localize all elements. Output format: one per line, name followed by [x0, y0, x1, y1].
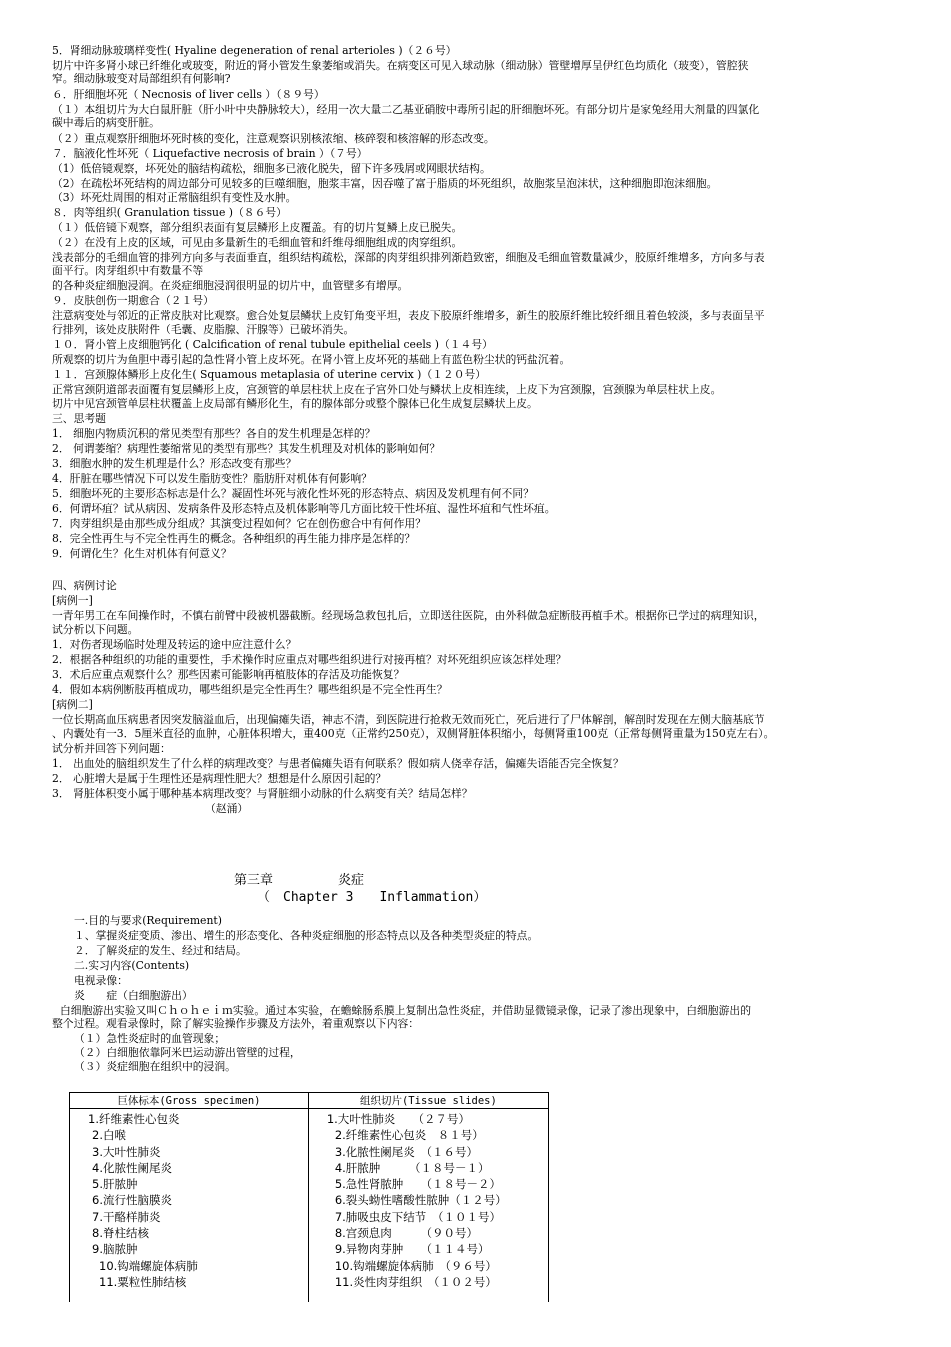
gross-specimen-item: 6.流行性脑膜炎: [92, 1193, 172, 1208]
text-line: 2． 心脏增大是属于生理性还是病理性肥大？想想是什么原因引起的？: [52, 773, 387, 785]
text-line: 电视录像：: [74, 975, 128, 987]
text-line: 6．何谓坏疽？试从病因、发病条件及形态特点及机体影响等几方面比较干性坏疽、湿性坏疽和气性坏疽。: [52, 503, 556, 515]
text-line: 9．何谓化生？化生对机体有何意义？: [52, 548, 232, 560]
table-body-row: [70, 1109, 549, 1303]
text-line: 2． 何谓萎缩？病理性萎缩常见的类型有那些？其发生机理及对机体的影响如何？: [52, 443, 441, 455]
gross-specimen-header: 巨体标本(Gross specimen): [70, 1093, 309, 1109]
text-line: 1． 细胞内物质沉积的常见类型有那些？各自的发生机理是怎样的？: [52, 428, 376, 440]
text-line: （２）重点观察肝细胞坏死时核的变化，注意观察识别核浓缩、核碎裂和核溶解的形态改变。: [52, 133, 495, 145]
text-line: （1）低倍镜观察，坏死处的脑结构疏松，细胞多已液化脱失，留下许多残屑或网眼状结构。: [52, 163, 491, 175]
text-line: 、内囊处有一3．5厘米直径的血肿，心脏体积增大，重400克（正常约250克），双侧肾脏体积缩小，每侧肾重100克（正常每侧肾重量为150克左右）。: [52, 728, 775, 740]
text-line: 切片中见宫颈管单层柱状覆盖上皮局部有鳞形化生，有的腺体部分或整个腺体已化生成复层鳞状上皮。: [52, 398, 538, 410]
text-line: ８．肉等组织( Granulation tissue )（８６号）: [52, 207, 287, 219]
chapter-subtitle: （ Chapter 3 Inflammation）: [257, 890, 487, 905]
text-line: （赵涌）: [205, 803, 249, 815]
table-header-row: [70, 1093, 549, 1109]
text-line: 行排列，该处皮肤附件（毛囊、皮脂腺、汗腺等）已破坏消失。: [52, 324, 355, 336]
tissue-slide-item: 6.裂头蚴性嗜酸性脓肿（１２号）: [334, 1193, 507, 1208]
gross-specimen-item: 7.干酪样肺炎: [92, 1209, 161, 1224]
tissue-slide-item: 5.急性肾脓肿 （１８号－２）: [334, 1177, 502, 1192]
tissue-slide-item: 7.肺吸虫皮下结节 （１０１号）: [334, 1209, 502, 1224]
text-line: 试分析以下问题。: [52, 624, 139, 636]
gross-specimen-column: [70, 1109, 309, 1303]
gross-specimen-item: 11.粟粒性肺结核: [99, 1274, 187, 1289]
gross-specimen-item: 2.白喉: [92, 1128, 126, 1143]
text-line: ７．脑液化性坏死（ Liquefactive necrosis of brain ）（７号）: [52, 148, 368, 160]
text-line: 所观察的切片为鱼胆中毒引起的急性肾小管上皮坏死。在肾小管上皮坏死的基础上有蓝色粉尘状的钙盐沉着。: [52, 354, 571, 366]
text-line: 5．细胞坏死的主要形态标志是什么？凝固性坏死与液化性坏死的形态特点、病因及发机理有何不同？: [52, 488, 534, 500]
text-line: 窄。细动脉玻变对局部组织有何影响?: [52, 73, 231, 85]
text-line: 三、思考题: [52, 413, 106, 425]
gross-specimen-item: 3.大叶性肺炎: [92, 1144, 161, 1159]
text-line: 试分析并回答下列问题：: [52, 743, 171, 755]
text-line: 整个过程。观看录像时，除了解实验操作步骤及方法外，着重观察以下内容：: [52, 1018, 420, 1030]
gross-specimen-item: 5.肝脓肿: [92, 1177, 138, 1192]
text-line: 1． 出血处的脑组织发生了什么样的病理改变？与患者偏瘫失语有何联系？假如病人侥幸存活，偏瘫失语能否完全恢复？: [52, 758, 624, 770]
text-line: 4．假如本病例断肢再植成功，哪些组织是完全性再生？哪些组织是不完全性再生？: [52, 684, 448, 696]
text-line: 一位长期高血压病患者因突发脑溢血后，出现偏瘫失语，神志不清，到医院进行抢救无效而死亡，死后进行了尸体解剖，解剖时发现在左侧大脑基底节: [52, 714, 765, 726]
text-line: 5．肾细动脉玻璃样变性( Hyaline degeneration of renal arterioles )（２６号）: [52, 45, 457, 57]
text-line: 一.目的与要求(Requirement): [74, 915, 222, 927]
text-line: １、掌握炎症变质、渗出、增生的形态变化、各种炎症细胞的形态特点以及各种类型炎症的特点。: [74, 930, 539, 942]
specimen-table: [69, 1092, 549, 1302]
text-line: 注意病变处与邻近的正常皮肤对比观察。愈合处复层鳞状上皮钉角变平坦，表皮下胶原纤维增多，新生的胶原纤维比较纤细且着色较淡，多与表面呈平: [52, 310, 765, 322]
text-line: （１）急性炎症时的血管现象；: [74, 1033, 226, 1045]
gross-specimen-item: 4.化脓性阑尾炎: [92, 1160, 172, 1175]
tissue-slide-item: 11.炎性肉芽组织 （１０２号）: [334, 1274, 497, 1289]
tissue-slide-item: 1.大叶性肺炎 （２７号）: [326, 1112, 471, 1126]
tissue-slide-item: 2.纤维素性心包炎 ８１号）: [334, 1128, 484, 1143]
gross-specimen-item: 9.脑脓肿: [92, 1242, 138, 1257]
gross-specimen-item: 1.纤维素性心包炎: [88, 1112, 180, 1126]
text-line: 碳中毒后的病变肝脏。: [52, 117, 160, 129]
text-line: ２．了解炎症的发生、经过和结局。: [74, 945, 247, 957]
gross-specimen-item: 10.钩端螺旋体病肺: [99, 1258, 198, 1273]
text-line: （2）在疏松坏死结构的周边部分可见较多的巨噬细胞，胞浆丰富，因吞噬了富于脂质的坏死组织，故胞浆呈泡沫状，这种细胞即泡沫细胞。: [52, 178, 718, 190]
tissue-slides-header: 组织切片(Tissue slides): [308, 1093, 548, 1109]
text-line: 4．肝脏在哪些情况下可以发生脂肪变性？脂肪肝对机体有何影响？: [52, 473, 372, 485]
text-line: （２）白细胞依靠阿米巴运动游出管壁的过程，: [74, 1047, 301, 1059]
text-line: 四、病例讨论: [52, 580, 117, 592]
text-line: （１）低倍镜下观察，部分组织表面有复层鳞形上皮覆盖。有的切片复鳞上皮已脱失。: [52, 222, 463, 234]
text-line: 正常宫颈阴道部表面覆有复层鳞形上皮，宫颈管的单层柱状上皮在子宫外口处与鳞状上皮相连续，上皮下为宫颈腺，宫颈腺为单层柱状上皮。: [52, 384, 722, 396]
text-line: 浅表部分的毛细血管的排列方向多与表面垂直，组织结构疏松，深部的肉芽组织排列渐趋致密，细胞及毛细血管数量减少，胶原纤维增多，方向多与表: [52, 252, 765, 264]
text-line: 1．对伤者现场临时处理及转运的途中应注意什么？: [52, 639, 297, 651]
tissue-slide-item: 4.肝脓肿 （１８号－１）: [334, 1160, 490, 1175]
tissue-slide-item: 8.宫颈息肉 （９０号）: [334, 1226, 479, 1241]
text-line: （3）坏死灶周围的相对正常脑组织有变性及水肿。: [52, 192, 297, 204]
text-line: （２）在没有上皮的区域，可见由多量新生的毛细血管和纤维母细胞组成的肉穿组织。: [52, 237, 463, 249]
chapter-title: 第三章 炎症: [234, 873, 365, 888]
text-line: 2．根据各种组织的功能的重要性，手术操作时应重点对哪些组织进行对接再植？对坏死组织应该怎样处理？: [52, 654, 567, 666]
text-line: （３）炎症细胞在组织中的浸润。: [74, 1061, 236, 1073]
tissue-slide-item: 3.化脓性阑尾炎 （１６号）: [334, 1144, 479, 1159]
text-line: [病例二]: [52, 699, 93, 711]
text-line: 白细胞游出实验又叫Ｃｈｏｈｅｉｍ实验。通过本实验，在蟾蜍肠系膜上复制出急性炎症，并借助显微镜录像，记录了渗出现象中，白细胞游出的: [60, 1005, 751, 1017]
text-line: 一青年男工在车间操作时，不慎右前臂中段被机器截断。经现场急救包扎后，立即送往医院，由外科做急症断肢再植手术。根据你已学过的病理知识，: [52, 610, 765, 622]
text-line: 3． 肾脏体积变小属于哪种基本病理改变？与肾脏细小动脉的什么病变有关？结局怎样？: [52, 788, 473, 800]
text-line: [病例一]: [52, 595, 93, 607]
text-line: 炎 症（白细胞游出）: [74, 990, 193, 1002]
text-line: 切片中许多肾小球已纤维化或玻变，附近的肾小管发生象萎缩或消失。在病变区可见入球动脉（细动脉）管壁增厚呈伊红色均质化（玻变），管腔狭: [52, 60, 749, 72]
text-line: １０．肾小管上皮细胞钙化 ( Calcification of renal tubule epithelial ceels )（１４号）: [52, 339, 493, 351]
text-line: 3．细胞水肿的发生机理是什么？形态改变有那些？: [52, 458, 297, 470]
text-line: 的各种炎症细胞浸润。在炎症细胞浸润很明显的切片中，血管壁多有增厚。: [52, 280, 409, 292]
text-line: （１）本组切片为大白鼠肝脏（肝小叶中央静脉较大），经用一次大量二乙基亚硝胺中毒所引起的肝细胞坏死。有部分切片是家兔经用大剂量的四氯化: [52, 104, 760, 116]
text-line: 二.实习内容(Contents): [74, 960, 190, 972]
text-line: ６．肝细胞坏死（ Necnosis of liver cells ）（８９号）: [52, 89, 325, 101]
text-line: 7．肉芽组织是由那些成分组成？其演变过程如何？它在创伤愈合中有何作用？: [52, 518, 426, 530]
tissue-slides-column: [308, 1109, 548, 1303]
text-line: １１．宫颈腺体鳞形上皮化生( Squamous metaplasia of uterine cervix )（１２０号）: [52, 369, 487, 381]
text-line: 8．完全性再生与不完全性再生的概念。各种组织的再生能力排序是怎样的？: [52, 533, 416, 545]
tissue-slide-item: 10.钩端螺旋体病肺 （９６号）: [334, 1258, 497, 1273]
text-line: 3．术后应重点观察什么？那些因素可能影响再植肢体的存活及功能恢复？: [52, 669, 405, 681]
tissue-slide-item: 9.异物肉芽肿 （１１４号）: [334, 1242, 490, 1257]
gross-specimen-item: 8.脊柱结核: [92, 1226, 149, 1241]
text-line: ９．皮肤创伤一期愈合（２１号）: [52, 295, 214, 307]
text-line: 面平行。肉芽组织中有数量不等: [52, 265, 204, 277]
